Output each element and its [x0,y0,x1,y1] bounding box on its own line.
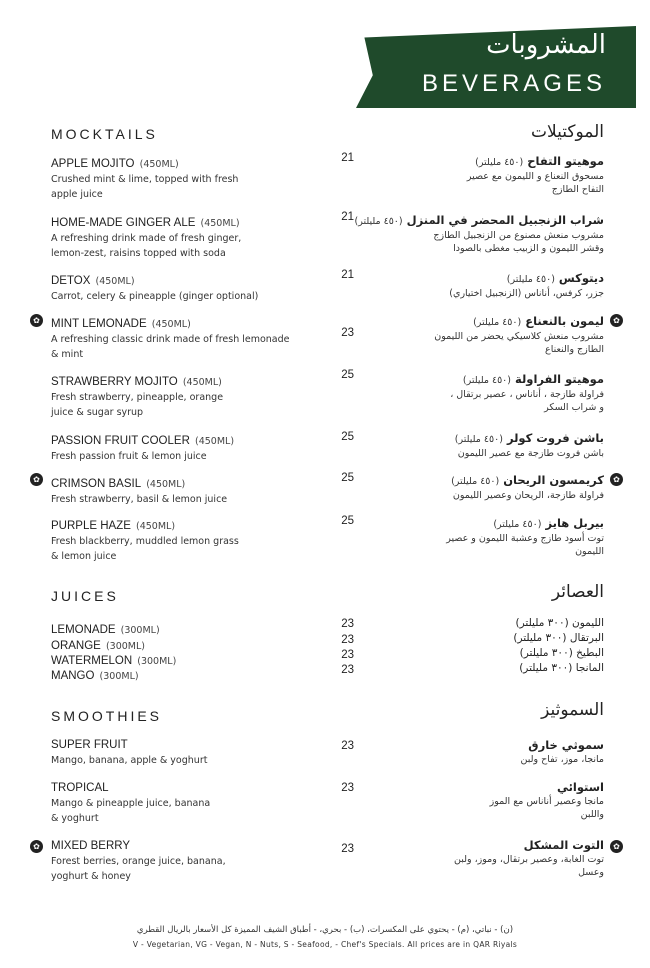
item-description-arabic: مشروب منعش مصنوع من الزنجبيل الطازج [433,230,604,241]
item-price: 23 [341,740,354,752]
item-description: Fresh blackberry, muddled lemon grass [51,536,239,547]
menu-item [51,269,331,304]
item-volume: (450ML) [194,436,235,447]
item-name: SUPER FRUIT [51,739,128,751]
chef-special-icon: ✿ [610,473,623,486]
item-description-arabic: توت أسود طازج وعشبة الليمون و عصير [446,533,604,544]
item-description: Fresh strawberry, basil & lemon juice [51,494,228,505]
item-price: 25 [341,431,354,443]
item-description: Fresh strawberry, pineapple, orange [51,392,224,403]
item-description-arabic: باشن فروت طازجة مع عصير الليمون [457,448,604,459]
item-name: HOME-MADE GINGER ALE [51,217,196,229]
item-name: APPLE MOJITO [51,158,135,170]
item-price: 25 [341,472,354,484]
item-name-arabic: استوائي [556,780,604,794]
menu-item-arabic [354,780,604,821]
item-price: 21 [341,211,354,223]
item-description-arabic: وقشر الليمون و الزبيب مغطى بالصودا [453,243,604,254]
item-price: 23 [341,634,354,646]
juice-row [51,664,354,682]
menu-item [51,312,331,362]
item-volume: (450ML) [135,521,176,532]
item-description-arabic: وعسل [578,867,604,878]
menu-item-arabic [354,271,604,300]
menu-item [51,781,331,826]
item-description: juice & sugar syrup [51,407,144,418]
footer-legend: V - Vegetarian, VG - Vegan, N - Nuts, S - Seafood, - Chef's Specials. All prices are in QAR Riyals [132,940,518,949]
item-volume-arabic: (٤٥٠ مليلتر) [493,519,542,530]
item-name: ORANGE [51,640,101,652]
item-description: apple juice [51,189,103,200]
section-title-mocktails: MOCKTAILS [51,126,158,142]
item-name-arabic: التوت المشكل [523,838,604,852]
item-price: 23 [341,327,354,339]
section-title-mocktails-arabic: الموكتيلات [530,122,604,142]
menu-item [51,370,331,420]
chef-special-icon: ✿ [610,840,623,853]
item-volume: (300ML) [137,656,177,667]
item-description-arabic: واللبن [580,809,604,820]
item-volume: (450ML) [95,276,135,287]
item-description-arabic: الليمون [575,546,604,557]
item-name-arabic: بيربل هايز [545,516,604,530]
item-description: Mango & pineapple juice, banana [51,798,211,809]
item-volume-arabic: (٤٥٠ مليلتر) [354,216,403,227]
juice-row [51,618,354,636]
item-volume: (300ML) [105,641,145,652]
item-description-arabic: و شراب السكر [544,402,604,413]
item-price: 23 [341,618,354,630]
menu-item-arabic [354,516,604,558]
item-name: WATERMELON [51,655,133,667]
item-volume-arabic: (٤٥٠ مليلتر) [454,434,503,445]
item-description: A refreshing drink made of fresh ginger, [51,233,242,244]
chef-special-icon: ✿ [30,473,43,486]
item-price: 21 [341,152,354,164]
item-description: & yoghurt [51,813,99,824]
menu-item [51,429,331,464]
item-volume: (450ML) [146,479,186,490]
menu-item-arabic [354,838,604,879]
chef-special-icon: ✿ [30,840,43,853]
menu-item [51,738,331,768]
item-description: Crushed mint & lime, topped with fresh [51,174,239,185]
item-price: 23 [341,649,354,661]
chef-special-icon: ✿ [30,314,43,327]
item-description-arabic: الطازج والنعناع [545,344,604,355]
item-name: LEMONADE [51,624,116,636]
item-name-arabic: موهيتو الفراولة [515,372,604,386]
item-volume: (450ML) [139,159,179,170]
item-description-arabic: جزر، كرفس، أناناس (الزنجبيل اختياري) [449,288,604,299]
item-description: Fresh passion fruit & lemon juice [51,451,207,462]
item-name: STRAWBERRY MOJITO [51,376,178,388]
item-name-arabic: كريمسون الريحان [503,473,604,487]
menu-item [51,839,331,884]
item-description-arabic: مانجا وعصير أناناس مع الموز [489,796,604,807]
item-name: PURPLE HAZE [51,520,131,532]
item-volume: (450ML) [182,377,222,388]
item-description: A refreshing classic drink made of fresh lemonade [51,334,290,345]
juice-row-arabic: البرتقال (٣٠٠ مليلتر) [513,632,604,644]
item-name: PASSION FRUIT COOLER [51,435,190,447]
item-name-arabic: موهيتو التفاح [527,154,604,168]
section-title-smoothies: SMOOTHIES [51,708,163,724]
item-volume: (300ML) [99,671,139,682]
page-title-arabic: المشروبات [486,30,606,60]
juice-row-arabic: المانجا (٣٠٠ مليلتر) [519,662,604,674]
item-price: 25 [341,369,354,381]
item-name: TROPICAL [51,782,109,794]
item-description: & mint [51,349,84,360]
item-description-arabic: التفاح الطازج [551,184,604,195]
item-description: Mango, banana, apple & yoghurt [51,755,208,766]
item-name: DETOX [51,275,91,287]
juice-row [51,634,354,652]
menu-item-arabic [354,473,604,502]
item-description-arabic: مانجا، موز، تفاح ولبن [520,754,604,765]
item-volume: (450ML) [200,218,240,229]
section-title-juices: JUICES [51,588,119,604]
item-price: 25 [341,515,354,527]
juice-row-arabic: الليمون (٣٠٠ مليلتر) [515,617,604,629]
menu-item [51,472,331,507]
menu-item-arabic [354,431,604,460]
item-volume-arabic: (٤٥٠ مليلتر) [473,317,522,328]
item-volume-arabic: (٤٥٠ مليلتر) [451,476,500,487]
item-volume-arabic: (٤٥٠ مليلتر) [506,274,555,285]
item-volume: (300ML) [120,625,160,636]
item-name-arabic: باشن فروت كولر [506,431,604,445]
item-price: 23 [341,664,354,676]
section-title-juices-arabic: العصائر [551,582,604,602]
menu-item-arabic [354,154,604,196]
menu-item-arabic [354,738,604,766]
item-description-arabic: مسحوق النعناع و الليمون مع عصير [466,171,604,182]
item-description: yoghurt & honey [51,871,131,882]
item-price: 21 [341,269,354,281]
item-description: Forest berries, orange juice, banana, [51,856,226,867]
item-name: MANGO [51,670,95,682]
item-volume-arabic: (٤٥٠ مليلتر) [462,375,511,386]
menu-item-arabic [354,213,604,255]
item-name: MINT LEMONADE [51,318,147,330]
menu-item [51,514,331,564]
chef-special-icon: ✿ [610,314,623,327]
item-description: & lemon juice [51,551,117,562]
item-name-arabic: سموثي خارق [528,738,604,752]
menu-item [51,152,331,202]
item-description: Carrot, celery & pineapple (ginger optional) [51,291,259,302]
menu-item-arabic [354,372,604,414]
item-price: 23 [341,782,354,794]
footer-legend-arabic: (ن) - نباتي، (م) - يحتوي على المكسرات، (ب) - بحري، - أطباق الشيف المميزة كل الأسعار بالريال القطري [136,925,514,935]
item-description-arabic: فراولة طازجة ، أناناس ، عصير برتقال ، [450,389,604,400]
menu-item [51,211,331,261]
item-description-arabic: فراولة طازجة، الريحان وعصير الليمون [452,490,604,501]
menu-item-arabic [354,314,604,356]
item-volume-arabic: (٤٥٠ مليلتر) [475,157,524,168]
item-description: lemon-zest, raisins topped with soda [51,248,226,259]
item-description-arabic: توت الغابة، وعصير برتقال، وموز، ولبن [453,854,604,865]
item-name-arabic: ليمون بالنعناع [525,314,604,328]
item-volume: (450ML) [151,319,191,330]
item-name-arabic: شراب الزنجبيل المحضر في المنزل [406,213,604,227]
juice-row-arabic: البطيخ (٣٠٠ مليلتر) [519,647,604,659]
juice-row [51,649,354,667]
section-title-smoothies-arabic: السموثيز [541,700,604,720]
item-price: 23 [341,843,354,855]
item-name: CRIMSON BASIL [51,478,142,490]
item-description-arabic: مشروب منعش كلاسيكي يحضر من الليمون [434,331,604,342]
page-title: BEVERAGES [421,70,606,97]
item-name-arabic: ديتوكس [558,271,604,285]
item-name: MIXED BERRY [51,840,131,852]
